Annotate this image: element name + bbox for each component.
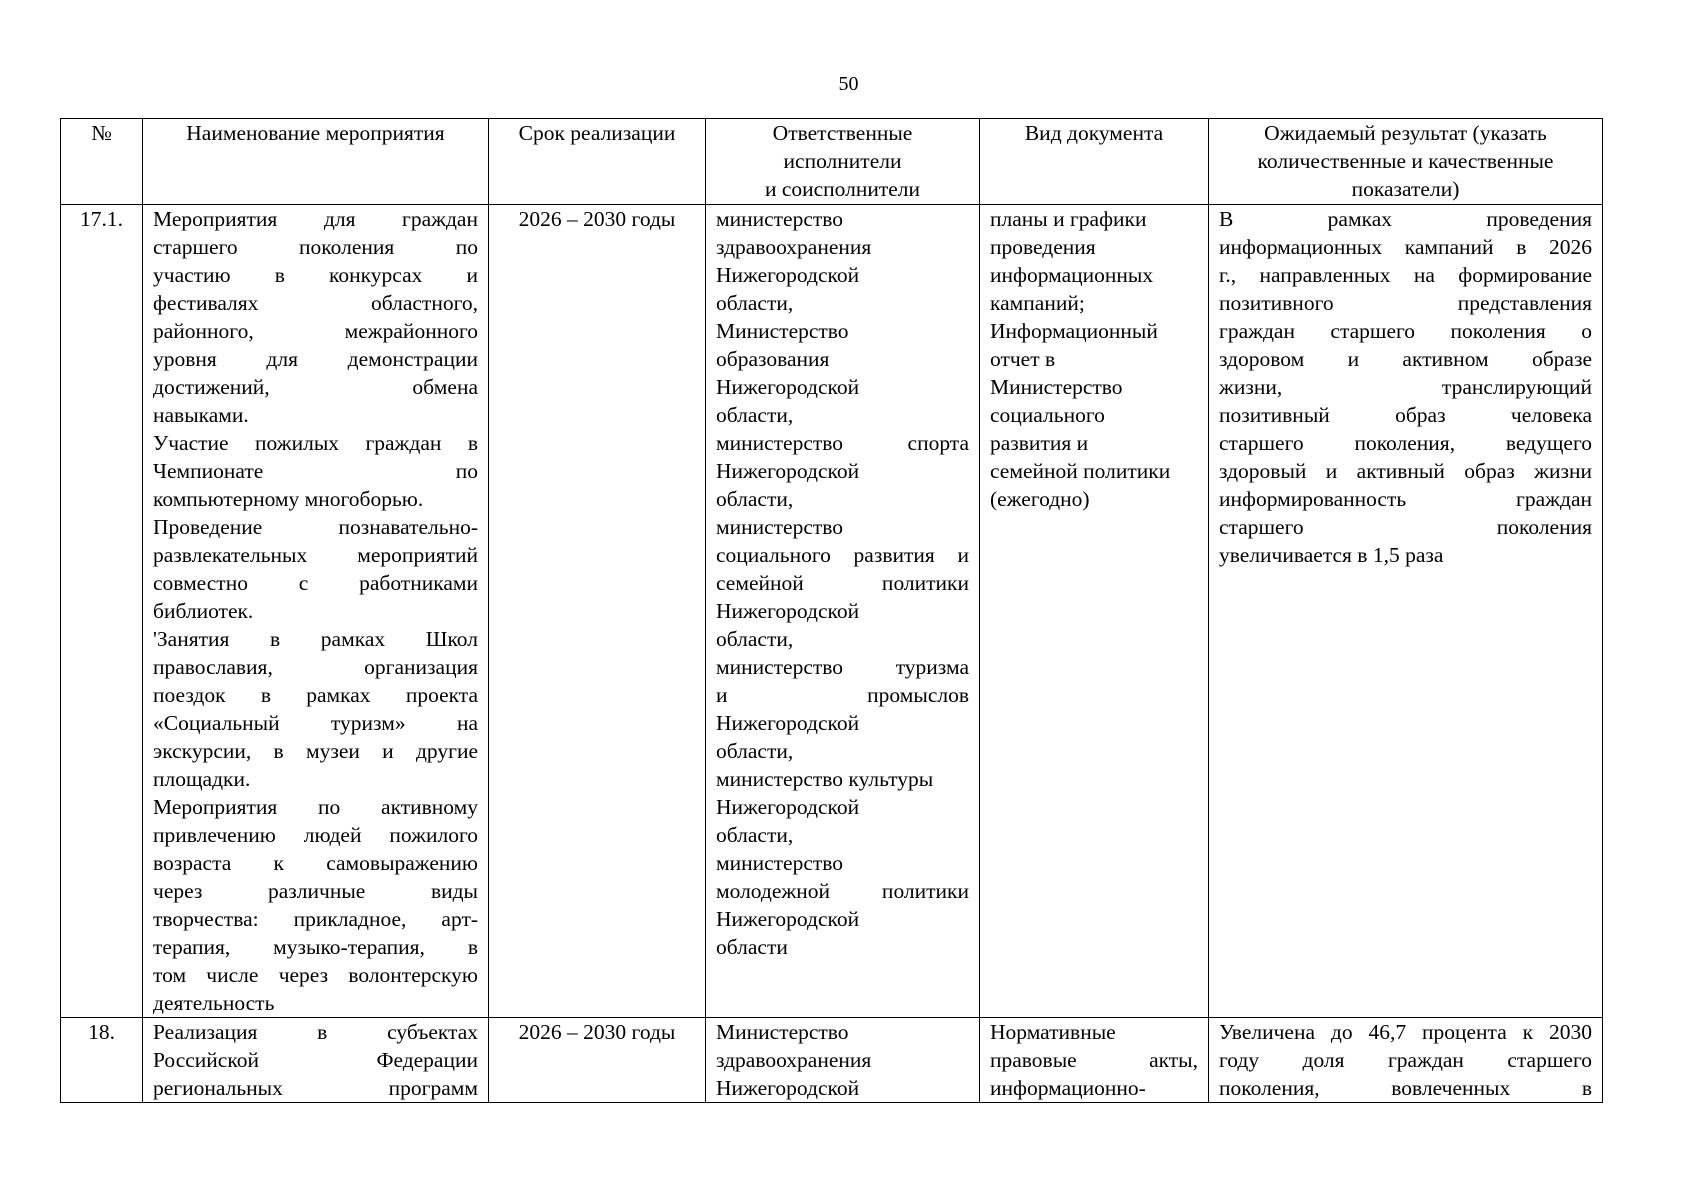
responsible-cell — [706, 1018, 980, 1103]
header-result-line: показатели) — [1351, 177, 1460, 201]
header-result-line: количественные и качественные — [1257, 149, 1554, 173]
row-number: 17.1. — [61, 205, 143, 1018]
text-line: Участие пожилых граждан в — [153, 431, 478, 455]
header-number: № — [61, 119, 143, 205]
expected-result-text — [1219, 1018, 1592, 1102]
deadline-text: 2026 – 2030 годы — [518, 1020, 676, 1044]
header-responsible-line: исполнители — [783, 149, 902, 173]
text-line: библиотек. — [153, 599, 254, 623]
text-line: участию в конкурсах и — [153, 263, 478, 287]
text-line: площадки. — [153, 767, 251, 791]
text-line: 'Занятия в рамках Школ — [153, 627, 478, 651]
row-number-text: 18. — [88, 1020, 115, 1044]
text-line: компьютерному многоборью. — [153, 487, 424, 511]
text-line: министерство спорта — [716, 431, 969, 455]
text-line: Министерство — [716, 319, 849, 343]
text-line: кампаний; — [990, 291, 1085, 315]
text-line: области, — [716, 627, 794, 651]
table-row — [61, 205, 1603, 1018]
event-name-cell — [143, 205, 489, 1018]
text-line: образования — [716, 347, 830, 371]
text-line: поездок в рамках проекта — [153, 683, 478, 707]
text-line: и промыслов — [716, 683, 969, 707]
text-line: возраста к самовыражению — [153, 851, 478, 875]
text-line: достижений, обмена — [153, 375, 478, 399]
header-responsible — [706, 119, 980, 205]
text-line: позитивного представления — [1219, 291, 1592, 315]
text-line: информационных — [990, 263, 1154, 287]
text-line: Увеличена до 46,7 процента к 2030 — [1219, 1020, 1592, 1044]
text-line: г., направленных на формирование — [1219, 263, 1592, 287]
header-document-type: Вид документа — [980, 119, 1209, 205]
text-line: Министерство — [990, 375, 1123, 399]
text-line: области, — [716, 403, 794, 427]
text-line: области, — [716, 487, 794, 511]
text-line: старшего поколения по — [153, 235, 478, 259]
text-line: Мероприятия для граждан — [153, 207, 478, 231]
text-line: министерство культуры — [716, 767, 934, 791]
text-line: Российской Федерации — [153, 1048, 478, 1072]
text-line: семейной политики — [716, 571, 969, 595]
document-type-cell — [980, 1018, 1209, 1103]
text-line: информированность граждан — [1219, 487, 1592, 511]
text-line: В рамках проведения — [1219, 207, 1592, 231]
text-line: здравоохранения — [716, 235, 872, 259]
text-line: министерство туризма — [716, 655, 969, 679]
text-line: православия, организация — [153, 655, 478, 679]
text-line: творчества: прикладное, арт- — [153, 907, 478, 931]
text-line: увеличивается в 1,5 раза — [1219, 543, 1444, 567]
text-line: проведения — [990, 235, 1096, 259]
text-line: жизни, транслирующий — [1219, 375, 1592, 399]
text-line: развлекательных мероприятий — [153, 543, 478, 567]
text-line: здоровый и активный образ жизни — [1219, 459, 1592, 483]
header-expected-result — [1209, 119, 1603, 205]
text-line: фестивалях областного, — [153, 291, 478, 315]
text-line: области, — [716, 739, 794, 763]
text-line: Чемпионате по — [153, 459, 478, 483]
text-line: (ежегодно) — [990, 487, 1090, 511]
text-line: «Социальный туризм» на — [153, 711, 478, 735]
text-line: позитивный образ человека — [1219, 403, 1592, 427]
text-line: Нижегородской — [716, 1076, 860, 1100]
expected-result-cell — [1209, 205, 1603, 1018]
text-line: экскурсии, в музеи и другие — [153, 739, 478, 763]
header-deadline: Срок реализации — [489, 119, 706, 205]
text-line: году доля граждан старшего — [1219, 1048, 1592, 1072]
text-line: Нижегородской — [716, 375, 860, 399]
responsible-text — [716, 1018, 969, 1102]
text-line: области — [716, 935, 788, 959]
text-line: информационных кампаний в 2026 — [1219, 235, 1592, 259]
header-responsible-line: Ответственные — [772, 121, 913, 145]
text-line: навыками. — [153, 403, 249, 427]
text-line: области, — [716, 291, 794, 315]
text-line: поколения, вовлеченных в — [1219, 1076, 1592, 1100]
text-line: правовые акты, — [990, 1048, 1198, 1072]
row-number — [61, 1018, 143, 1103]
text-line: здоровом и активном образе — [1219, 347, 1592, 371]
text-line: министерство — [716, 851, 844, 875]
text-line: Проведение познавательно- — [153, 515, 478, 539]
text-line: привлечению людей пожилого — [153, 823, 478, 847]
text-line: через различные виды — [153, 879, 478, 903]
text-line: Информационный — [990, 319, 1158, 343]
deadline-cell — [489, 1018, 706, 1103]
text-line: уровня для демонстрации — [153, 347, 478, 371]
table-header-row — [61, 119, 1603, 205]
responsible-text — [716, 205, 969, 961]
text-line: социального — [990, 403, 1105, 427]
text-line: области, — [716, 823, 794, 847]
text-line: министерство — [716, 515, 844, 539]
text-line: Нижегородской — [716, 795, 860, 819]
text-line: Министерство — [716, 1020, 849, 1044]
text-line: граждан старшего поколения о — [1219, 319, 1592, 343]
text-line: Мероприятия по активному — [153, 795, 478, 819]
responsible-cell — [706, 205, 980, 1018]
text-line: старшего поколения, ведущего — [1219, 431, 1592, 455]
text-line: Нижегородской — [716, 459, 860, 483]
document-type-text — [990, 205, 1198, 513]
text-line: Нижегородской — [716, 907, 860, 931]
text-line: социального развития и — [716, 543, 969, 567]
deadline-cell: 2026 – 2030 годы — [489, 205, 706, 1018]
text-line: деятельность — [153, 991, 275, 1015]
text-line: Нормативные — [990, 1020, 1116, 1044]
text-line: Нижегородской — [716, 599, 860, 623]
event-name-text — [153, 205, 478, 1017]
header-result-line: Ожидаемый результат (указать — [1264, 121, 1547, 145]
header-responsible-line: и соисполнители — [764, 177, 921, 201]
header-event-name: Наименование мероприятия — [143, 119, 489, 205]
text-line: старшего поколения — [1219, 515, 1592, 539]
document-type-cell — [980, 205, 1209, 1018]
action-plan-table — [60, 118, 1603, 1103]
text-line: развития и — [990, 431, 1089, 455]
text-line: семейной политики — [990, 459, 1171, 483]
event-name-cell — [143, 1018, 489, 1103]
text-line: министерство — [716, 207, 844, 231]
expected-result-text — [1219, 205, 1592, 569]
text-line: здравоохранения — [716, 1048, 872, 1072]
text-line: отчет в — [990, 347, 1056, 371]
table-row — [61, 1018, 1603, 1103]
text-line: региональных программ — [153, 1076, 478, 1100]
text-line: Реализация в субъектах — [153, 1020, 478, 1044]
text-line: информационно- — [990, 1076, 1146, 1100]
text-line: планы и графики — [990, 207, 1147, 231]
text-line: районного, межрайонного — [153, 319, 478, 343]
text-line: Нижегородской — [716, 263, 860, 287]
text-line: том числе через волонтерскую — [153, 963, 478, 987]
text-line: Нижегородской — [716, 711, 860, 735]
text-line: терапия, музыко-терапия, в — [153, 935, 478, 959]
text-line: молодежной политики — [716, 879, 969, 903]
text-line: совместно с работниками — [153, 571, 478, 595]
expected-result-cell — [1209, 1018, 1603, 1103]
event-name-text — [153, 1018, 478, 1102]
page-number: 50 — [838, 73, 859, 95]
document-type-text — [990, 1018, 1198, 1102]
